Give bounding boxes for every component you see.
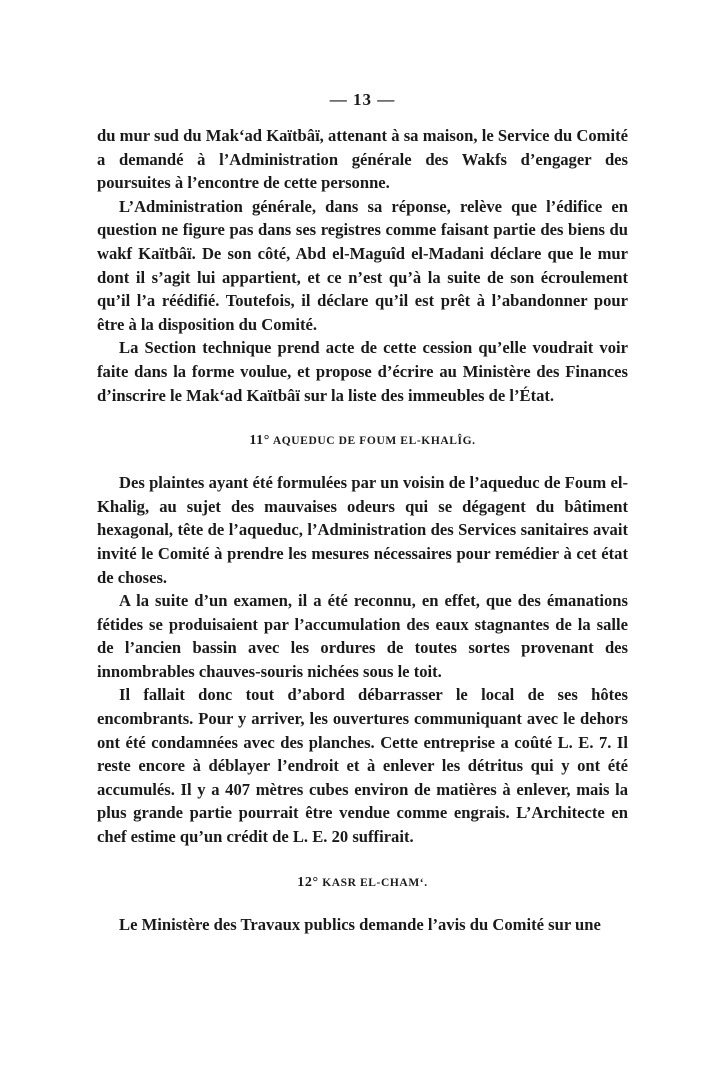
section-11-paragraph-3: Il fallait donc tout d’abord débarrasser le local de ses hôtes encombrants. Pour y arriver, les ouvertures communiquant avec le dehors ont été condamnées avec des planches. Cette entreprise a coûté L. E. 7. Il reste encore à déblayer l’endroit et à enlever les détritus qui y ont été accumulés. Il y a 407 mètres cubes environ de matières à enlever, mais la plus grande partie pourrait être vendue comme engrais. L’Architecte en chef estime qu’un crédit de L. E. 20 suffirait. [97,685,628,847]
section-11-paragraph-1: Des plaintes ayant été formulées par un voisin de l’aqueduc de Foum el-Khalig, au sujet des mauvaises odeurs qui se dégagent du bâtiment hexagonal, tête de l’aqueduc, l’Administration des Services sanitaires avait invité le Comité à prendre les mesures nécessaires pour remédier à cet état de choses. [97,473,628,587]
section-12-title: KASR EL-CHAM‘. [322,876,428,889]
paragraph-3: La Section technique prend acte de cette cession qu’elle voudrait voir faite dans la forme voulue, et propose d’écrire au Ministère des Finances d’inscrire le Mak‘ad Kaïtbâï sur la liste des immeubles de l’État. [97,338,628,405]
section-11-paragraph-2: A la suite d’un examen, il a été reconnu, en effet, que des émanations fétides se produisaient par l’accumulation des eaux stagnantes de la salle de l’ancien bassin avec les ordures de toutes sortes provenant des innombrables chauves-souris nichées sous le toit. [97,591,628,681]
section-12-paragraph-1: Le Ministère des Travaux publics demande l’avis du Comité sur une [119,914,601,934]
section-12-heading [97,875,628,891]
section-11-heading [97,433,628,449]
paragraph-2: L’Administration générale, dans sa réponse, relève que l’édifice en question ne figure pas dans ses registres comme faisant partie des biens du wakf Kaïtbâï. De son côté, Abd el-Maguîd el-Madani déclare que le mur dont il s’agit lui appartient, et ce n’est qu’à la suite de son écroulement qu’il l’a réédifié. Toutefois, il déclare qu’il est prêt à l’abandonner pour être à la disposition du Comité. [97,196,628,334]
page-number: — 13 — [329,90,396,109]
paragraph-1: du mur sud du Mak‘ad Kaïtbâï, attenant à sa maison, le Service du Comité a demandé à l’Administration générale des Wakfs d’engager des poursuites à l’encontre de cette personne. [97,126,628,193]
section-12-number: 12° [297,874,319,890]
section-11-number: 11° [249,433,270,449]
section-11-title: AQUEDUC DE FOUM EL-KHALÎG. [272,435,476,448]
document-page [97,90,628,936]
